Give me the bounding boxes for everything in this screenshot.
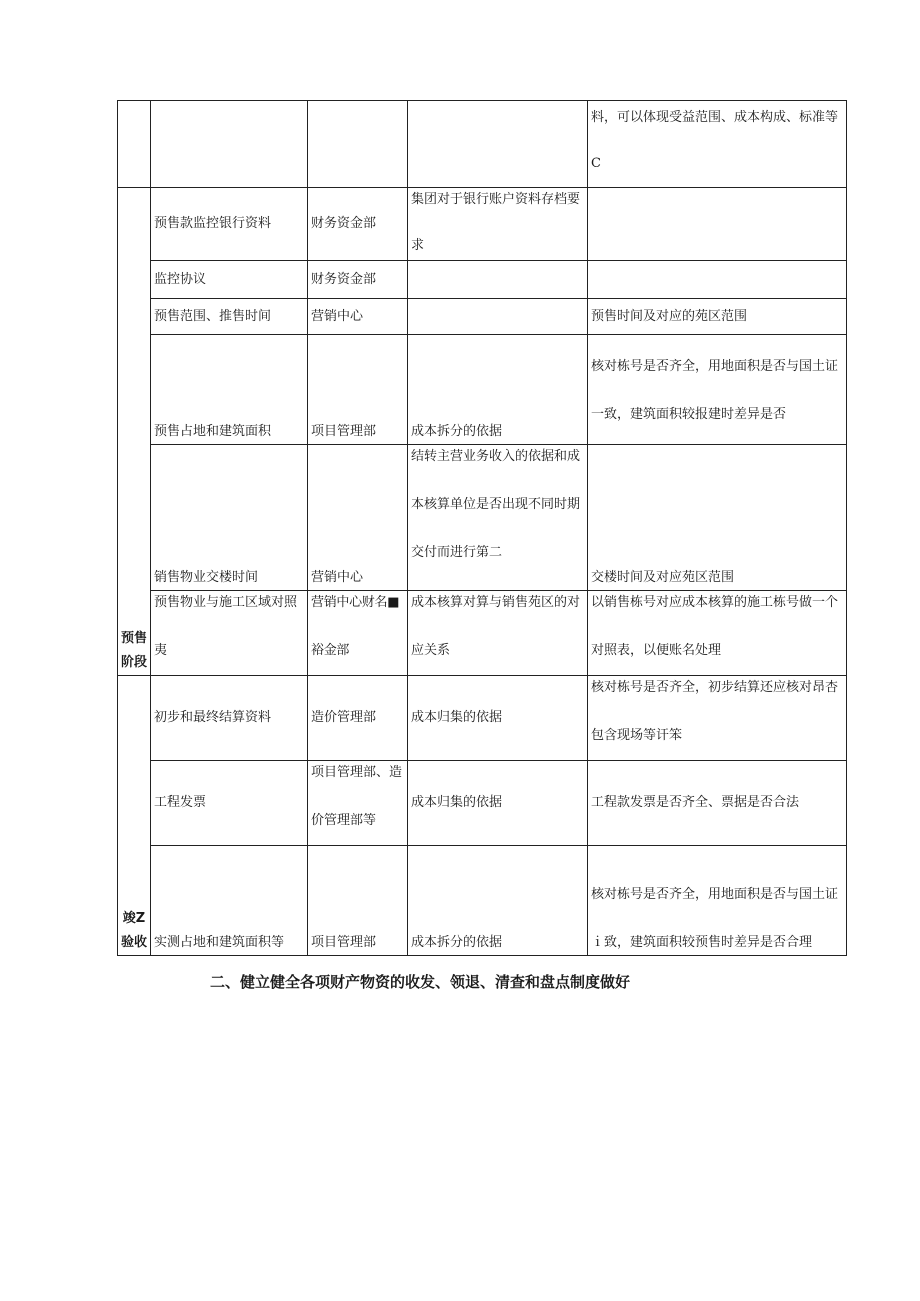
item-cell (151, 591, 308, 676)
note-text: 核对栋号是否齐全，用地面积是否与国土证ｉ致，建筑面积较预售时差异是否合理 (591, 887, 839, 950)
dept-cell: 项目管理部 (308, 846, 408, 956)
stage-label-completion: 竣Z验收 (120, 911, 147, 950)
purpose-cell (408, 101, 588, 188)
note-cell: 预售时间及对应的苑区范围 (588, 299, 847, 335)
purpose-cell (408, 188, 588, 261)
purpose-cell (408, 261, 588, 299)
table-row (118, 101, 847, 188)
dept-cell: 财务资金部 (308, 261, 408, 299)
item-cell: 工程发票 (151, 761, 308, 846)
item-cell: 初步和最终结算资料 (151, 676, 308, 761)
table-row (118, 445, 847, 591)
item-cell: 实测占地和建筑面积等 (151, 846, 308, 956)
dept-cell: 营销中心 (308, 445, 408, 591)
dept-cell (308, 591, 408, 676)
note-cell (588, 846, 847, 956)
purpose-cell (408, 591, 588, 676)
purpose-cell: 成本拆分的依据 (408, 335, 588, 445)
dept-cell (308, 101, 408, 188)
purpose-text: 成本核算对算与销售苑区的对应关系 (411, 595, 581, 658)
dept-cell: 造价管理部 (308, 676, 408, 761)
note-text: 核对栋号是否齐全，初步结算还应核对昂杏包含现场等讦笨 (591, 680, 839, 743)
section-heading: 二、健立健全各项财产物资的收发、领退、清查和盘点制度做好 (210, 973, 631, 991)
table-row (118, 761, 847, 846)
stage-cell-empty (118, 101, 151, 188)
note-cell (588, 335, 847, 445)
purpose-cell: 成本归集的依据 (408, 676, 588, 761)
table-row (118, 188, 847, 261)
note-cell: 工程款发票是否齐全、票据是否合法 (588, 761, 847, 846)
purpose-text: 集团对于银行账户资料存档要求 (411, 192, 581, 253)
dept-text: 项目管理部、造价管理部等 (311, 765, 403, 828)
item-cell (151, 101, 308, 188)
item-cell: 预售占地和建筑面积 (151, 335, 308, 445)
note-cell (588, 591, 847, 676)
dept-cell: 财务资金部 (308, 188, 408, 261)
note-cell (588, 261, 847, 299)
item-cell: 预售款监控银行资料 (151, 188, 308, 261)
note-text: 料，可以体现受益范围、成本构成、标准等C (591, 110, 839, 171)
table-row (118, 261, 847, 299)
materials-table (117, 100, 847, 956)
table-row (118, 846, 847, 956)
purpose-cell (408, 299, 588, 335)
note-cell (588, 676, 847, 761)
purpose-cell (408, 445, 588, 591)
stage-cell-completion (118, 676, 151, 956)
note-text: 核对栋号是否齐全，用地面积是否与国土证一致，建筑面积较报建时差异是否 (591, 359, 839, 422)
stage-label-presale: 预售阶段 (120, 631, 147, 670)
dept-cell (308, 761, 408, 846)
stage-cell-presale (118, 188, 151, 676)
dept-cell: 项目管理部 (308, 335, 408, 445)
table-row (118, 591, 847, 676)
item-text: 预售物业与施工区域对照夷 (154, 595, 298, 658)
note-cell (588, 188, 847, 261)
table-row (118, 335, 847, 445)
note-cell: 交楼时间及对应苑区范围 (588, 445, 847, 591)
note-cell (588, 101, 847, 188)
table-row (118, 676, 847, 761)
purpose-cell: 成本归集的依据 (408, 761, 588, 846)
note-text: 以销售栋号对应成本核算的施工栋号做一个对照表，以便账名处理 (591, 595, 839, 658)
dept-cell: 营销中心 (308, 299, 408, 335)
item-cell: 监控协议 (151, 261, 308, 299)
dept-text: 营销中心财名■裕金部 (311, 595, 400, 658)
item-cell: 预售范围、推售时间 (151, 299, 308, 335)
purpose-text: 结转主营业务收入的依据和成本核算单位是否出现不同时期交付而进行第二 (411, 449, 581, 560)
purpose-cell: 成本拆分的依据 (408, 846, 588, 956)
table-row (118, 299, 847, 335)
item-cell: 销售物业交楼时间 (151, 445, 308, 591)
